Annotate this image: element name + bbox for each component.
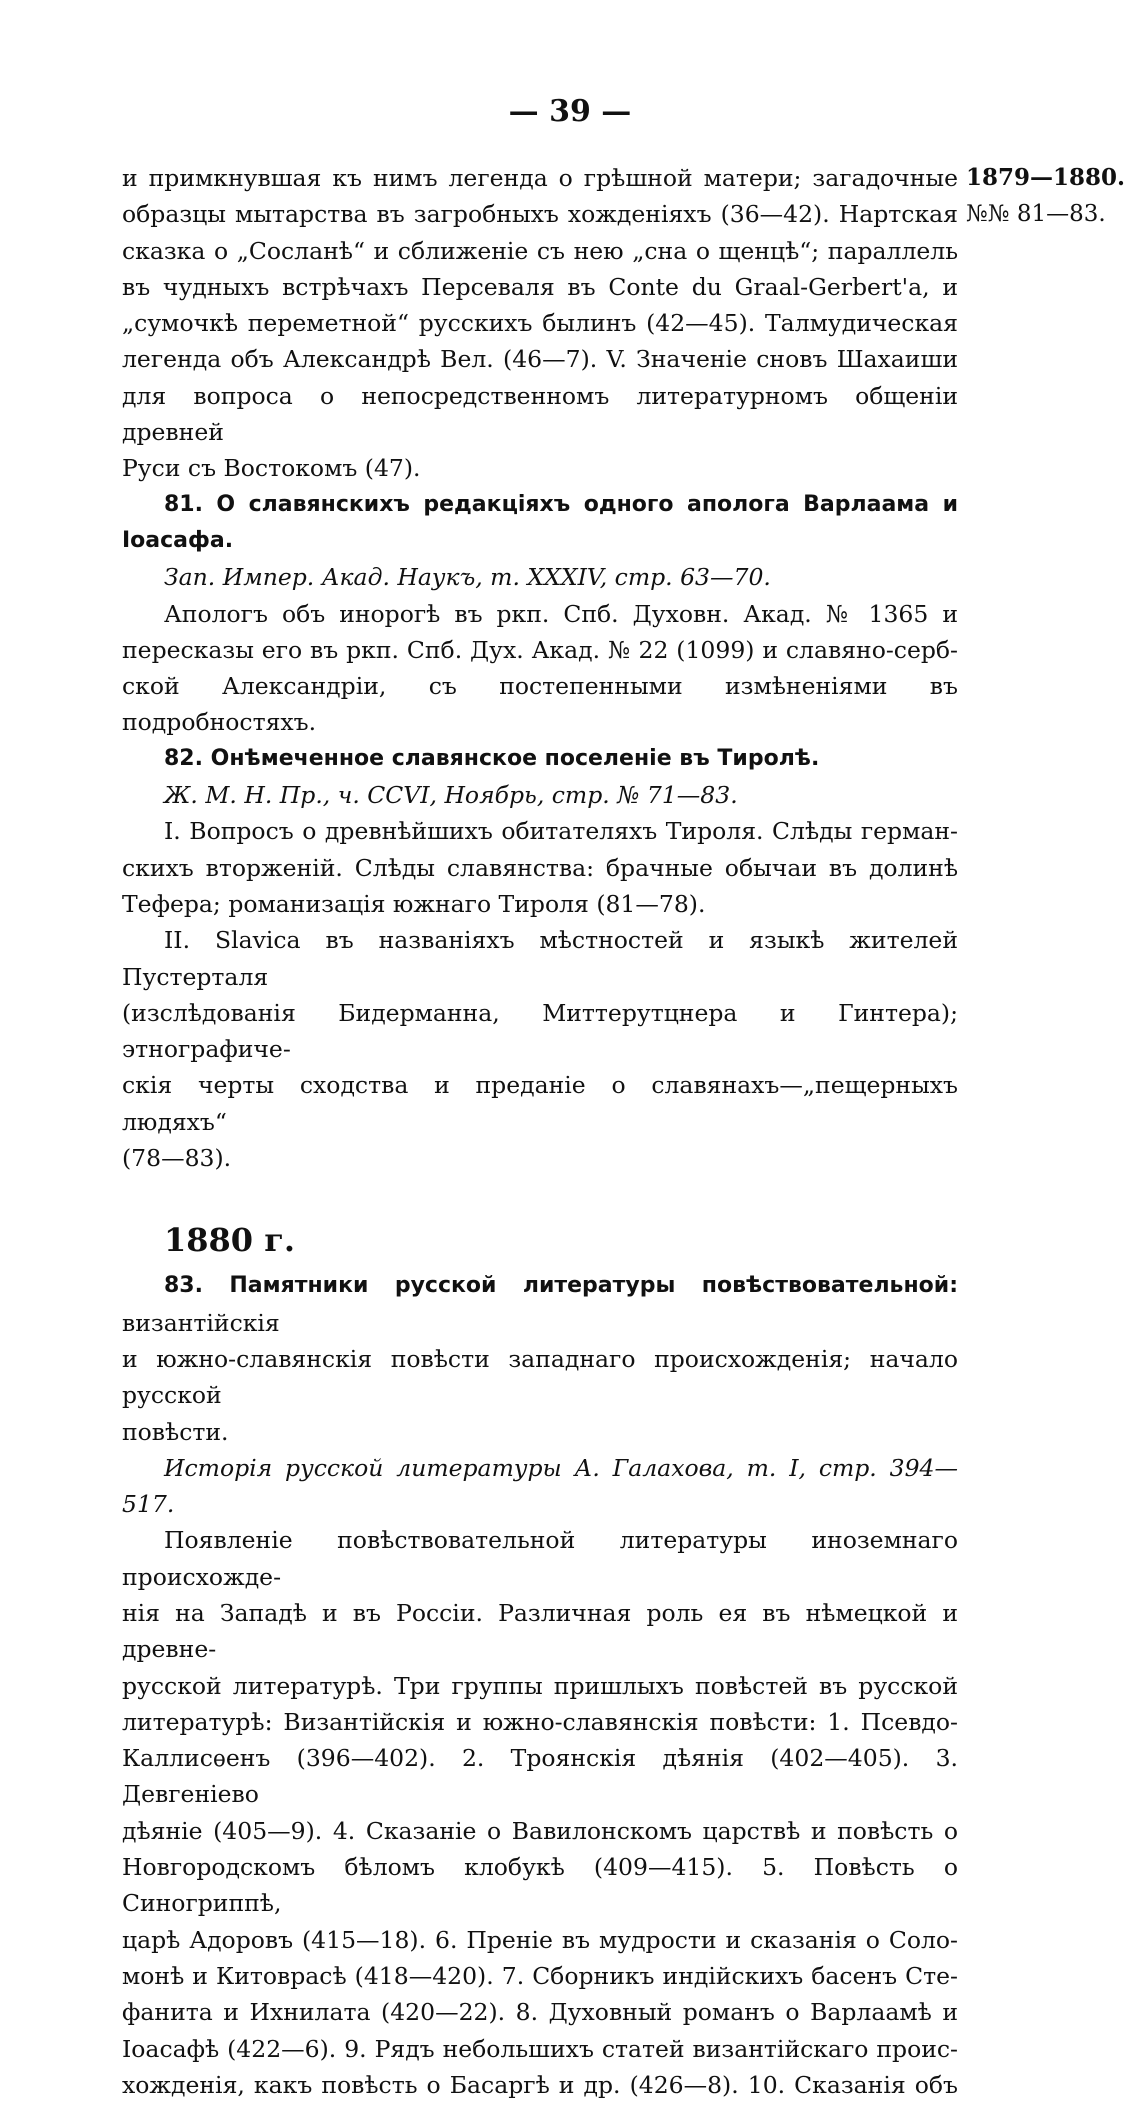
text-line: монѣ и Китоврасѣ (418—420). 7. Сборникъ индійскихъ басенъ Сте- [122,1961,958,1990]
text-line: и южно-славянскія повѣсти западнаго происхожденія; начало русской [122,1344,958,1410]
text-line: хожденія, какъ повѣсть о Басаргѣ и др. (426—8). 10. Сказанія объ [122,2070,958,2099]
entry-source: Зап. Импер. Акад. Наукъ, т. XXXIV, стр. 63—70. [164,563,771,592]
text-line: Тефера; романизація южнаго Тироля (81—78). [122,889,706,918]
entry-heading: 81. О славянскихъ редакціяхъ одного аполога Варлаама и Іоасафа. [122,491,958,553]
text-line: I. Вопросъ о древнѣйшихъ обитателяхъ Тироля. Слѣды герман- [164,817,958,846]
text-line: фанита и Ихнилата (420—22). 8. Духовный романъ о Варлаамѣ и [122,1998,958,2027]
text-line: и примкнувшая къ нимъ легенда о грѣшной матери; загадочные [122,164,958,192]
text-line: (78—83). [122,1144,232,1173]
margin-note-numbers: №№ 81—83. [966,201,1106,228]
margin-note [966,160,1136,233]
text-line: II. Slavica въ названіяхъ мѣстностей и языкѣ жителей Пустерталя [122,926,958,991]
text-line: Новгородскомъ бѣломъ клобукѣ (409—415). 5. Повѣсть о Синогриппѣ, [122,1853,958,1918]
entry-source: Исторія русской литературы А. Галахова, т. I, стр. 394—517. [122,1453,958,1519]
text-line: въ чудныхъ встрѣчахъ Персеваля въ Conte du Graal-Gerbert'а, и [122,272,958,301]
margin-note-years: 1879—1880. [966,164,1126,191]
entry-heading: 82. Онѣмеченное славянское поселеніе въ Тиролѣ. [164,745,820,771]
text-line: нія на Западѣ и въ Россіи. Различная роль ея въ нѣмецкой и древне- [122,1598,958,1664]
text-line: скія черты сходства и преданіе о славянахъ—„пещерныхъ людяхъ“ [122,1071,958,1136]
entry-83 [122,1266,958,2103]
text-line: царѣ Адоровъ (415—18). 6. Преніе въ мудрости и сказанія о Соло- [122,1925,958,1954]
entry-heading: 83. Памятники русской литературы повѣствовательной: [164,1273,958,1299]
text-line: дѣяніе (405—9). 4. Сказаніе о Вавилонскомъ царствѣ и повѣсть о [122,1816,958,1845]
text-line: ской Александріи, съ постепенными измѣненіями въ подробностяхъ. [122,672,958,737]
text-line: образцы мытарства въ загробныхъ хожденіяхъ (36—42). Нартская [122,200,958,229]
intro-paragraph [122,160,958,487]
entry-heading-line [122,1266,958,1341]
text-line: скихъ вторженій. Слѣды славянства: брачные обычаи въ долинѣ [122,853,958,882]
main-text [122,160,958,2103]
text-line: Апологъ объ инорогѣ въ ркп. Спб. Духовн. Акад. № 1365 и [164,599,958,628]
text-line: для вопроса о непосредственномъ литературномъ общеніи древней [122,381,958,447]
text-line: пересказы его въ ркп. Спб. Дух. Акад. № 22 (1099) и славяно-серб- [122,635,958,664]
text-line: легенда объ Александрѣ Вел. (46—7). V. Значеніе сновъ Шахаиши [122,345,958,374]
year-heading: 1880 г. [164,1221,295,1260]
entry-82 [122,741,958,1177]
text-line: литературѣ: Византійскія и южно-славянскія повѣсти: 1. Псевдо- [122,1707,958,1736]
text-line: (изслѣдованія Бидерманна, Миттерутцнера и Гинтера); этнографиче- [122,998,958,1064]
page-number: — 39 — [508,94,632,129]
text-line: русской литературѣ. Три группы пришлыхъ повѣстей въ русской [122,1671,958,1700]
text-line: „сумочкѣ переметной“ русскихъ былинъ (42—45). Талмудическая [122,309,958,338]
text-line: Іоасафѣ (422—6). 9. Рядъ небольшихъ статей византійскаго проис- [122,2034,958,2063]
entry-source: Ж. М. Н. Пр., ч. CCVI, Ноябрь, стр. № 71—83. [164,781,738,810]
text-line: Каллисѳенъ (396—402). 2. Троянскія дѣянія (402—405). 3. Девгеніево [122,1744,958,1809]
entry-81 [122,487,958,741]
text-line: Появленіе повѣствовательной литературы иноземнаго происхожде- [122,1526,958,1591]
text-line: Руси съ Востокомъ (47). [122,454,421,483]
text-line: сказка о „Сосланѣ“ и сближеніе съ нею „сна о щенцѣ“; параллель [122,236,958,265]
entry-heading-cont: византійскія [122,1308,280,1337]
text-line: повѣсти. [122,1417,229,1446]
